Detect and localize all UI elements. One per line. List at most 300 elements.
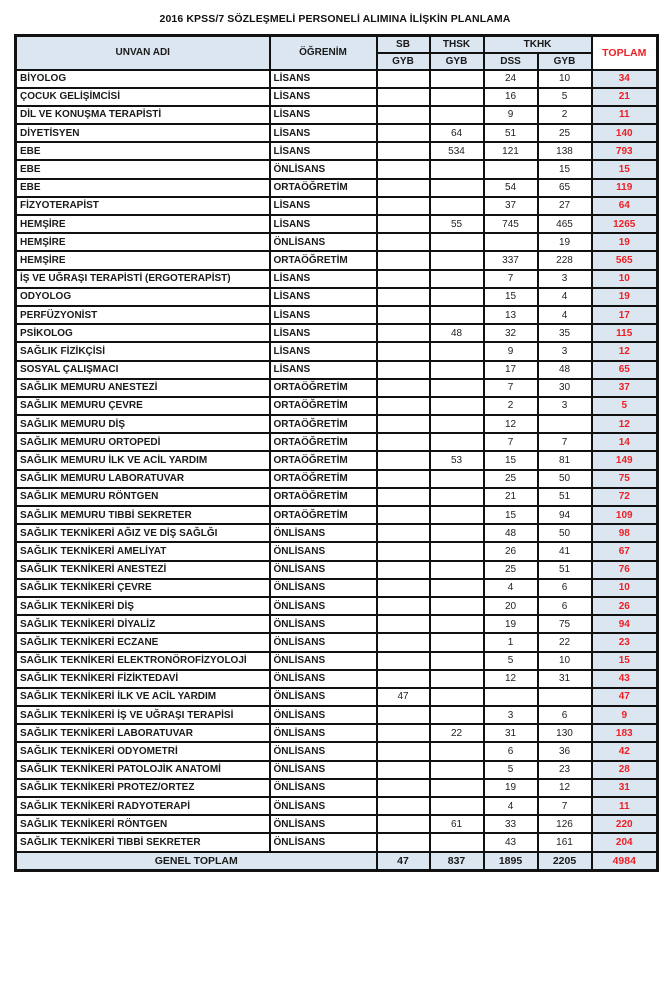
col-header-unvan-adi: UNVAN ADI [16, 36, 270, 70]
cell-toplam: 65 [592, 361, 658, 379]
table-row [16, 506, 658, 524]
cell-tkhk-dss: 4 [484, 797, 538, 815]
cell-tkhk-gyb: 15 [538, 160, 592, 178]
cell-tkhk-gyb: 51 [538, 561, 592, 579]
cell-ogrenim: LİSANS [270, 88, 377, 106]
cell-tkhk-dss: 7 [484, 379, 538, 397]
cell-toplam: 75 [592, 470, 658, 488]
cell-sb-gyb [377, 179, 430, 197]
cell-ogrenim: ÖNLİSANS [270, 652, 377, 670]
cell-thsk-gyb: 48 [430, 324, 484, 342]
cell-tkhk-gyb: 48 [538, 361, 592, 379]
cell-tkhk-dss: 24 [484, 70, 538, 88]
cell-thsk-gyb [430, 70, 484, 88]
cell-tkhk-gyb: 3 [538, 342, 592, 360]
cell-thsk-gyb [430, 233, 484, 251]
cell-sb-gyb [377, 561, 430, 579]
cell-tkhk-gyb: 65 [538, 179, 592, 197]
table-row [16, 579, 658, 597]
cell-unvan-adi: PERFÜZYONİST [16, 306, 270, 324]
cell-thsk-gyb [430, 106, 484, 124]
cell-toplam: 94 [592, 615, 658, 633]
cell-tkhk-dss: 16 [484, 88, 538, 106]
cell-sb-gyb [377, 706, 430, 724]
cell-thsk-gyb [430, 433, 484, 451]
cell-sb-gyb [377, 761, 430, 779]
cell-sb-gyb [377, 670, 430, 688]
cell-toplam: 76 [592, 561, 658, 579]
table-row [16, 160, 658, 178]
cell-toplam: 15 [592, 652, 658, 670]
cell-toplam: 47 [592, 688, 658, 706]
cell-tkhk-gyb: 4 [538, 288, 592, 306]
cell-toplam: 19 [592, 233, 658, 251]
cell-unvan-adi: SAĞLIK MEMURU ÇEVRE [16, 397, 270, 415]
cell-tkhk-gyb: 6 [538, 579, 592, 597]
cell-tkhk-dss: 37 [484, 197, 538, 215]
cell-tkhk-dss: 32 [484, 324, 538, 342]
grand-total-gyb: 2205 [538, 852, 592, 871]
cell-ogrenim: ÖNLİSANS [270, 542, 377, 560]
cell-unvan-adi: SAĞLIK MEMURU İLK VE ACİL YARDIM [16, 451, 270, 469]
table-row [16, 524, 658, 542]
cell-tkhk-dss: 43 [484, 833, 538, 851]
cell-unvan-adi: SAĞLIK TEKNİKERİ RÖNTGEN [16, 815, 270, 833]
cell-sb-gyb [377, 451, 430, 469]
cell-unvan-adi: SAĞLIK TEKNİKERİ İŞ VE UĞRAŞI TERAPİSİ [16, 706, 270, 724]
grand-total-label: GENEL TOPLAM [16, 852, 377, 871]
cell-tkhk-gyb: 50 [538, 524, 592, 542]
cell-toplam: 98 [592, 524, 658, 542]
cell-toplam: 11 [592, 797, 658, 815]
cell-thsk-gyb: 64 [430, 124, 484, 142]
cell-thsk-gyb [430, 470, 484, 488]
cell-tkhk-dss: 9 [484, 342, 538, 360]
cell-toplam: 17 [592, 306, 658, 324]
cell-thsk-gyb [430, 761, 484, 779]
cell-ogrenim: LİSANS [270, 342, 377, 360]
cell-ogrenim: ÖNLİSANS [270, 706, 377, 724]
cell-tkhk-gyb: 5 [538, 88, 592, 106]
cell-tkhk-gyb: 6 [538, 597, 592, 615]
cell-sb-gyb [377, 779, 430, 797]
cell-tkhk-dss [484, 688, 538, 706]
table-row [16, 433, 658, 451]
cell-unvan-adi: SAĞLIK TEKNİKERİ RADYOTERAPİ [16, 797, 270, 815]
cell-ogrenim: LİSANS [270, 106, 377, 124]
cell-toplam: 183 [592, 724, 658, 742]
cell-thsk-gyb [430, 88, 484, 106]
col-subheader-thsk-gyb: GYB [430, 53, 484, 70]
cell-toplam: 72 [592, 488, 658, 506]
cell-sb-gyb [377, 288, 430, 306]
cell-tkhk-gyb: 126 [538, 815, 592, 833]
cell-unvan-adi: SAĞLIK MEMURU ORTOPEDİ [16, 433, 270, 451]
cell-thsk-gyb [430, 833, 484, 851]
cell-sb-gyb [377, 233, 430, 251]
cell-thsk-gyb [430, 706, 484, 724]
cell-thsk-gyb [430, 342, 484, 360]
cell-sb-gyb [377, 88, 430, 106]
cell-ogrenim: ÖNLİSANS [270, 597, 377, 615]
cell-tkhk-dss: 6 [484, 742, 538, 760]
cell-tkhk-gyb: 228 [538, 251, 592, 269]
table-row [16, 633, 658, 651]
table-row [16, 615, 658, 633]
cell-unvan-adi: EBE [16, 160, 270, 178]
cell-sb-gyb [377, 324, 430, 342]
table-row [16, 142, 658, 160]
cell-unvan-adi: SAĞLIK MEMURU RÖNTGEN [16, 488, 270, 506]
table-row [16, 306, 658, 324]
cell-unvan-adi: SAĞLIK TEKNİKERİ DİYALİZ [16, 615, 270, 633]
cell-tkhk-dss: 25 [484, 470, 538, 488]
cell-toplam: 26 [592, 597, 658, 615]
table-row [16, 233, 658, 251]
cell-sb-gyb [377, 160, 430, 178]
table-row [16, 761, 658, 779]
cell-unvan-adi: SAĞLIK TEKNİKERİ ÇEVRE [16, 579, 270, 597]
cell-sb-gyb [377, 124, 430, 142]
cell-sb-gyb [377, 415, 430, 433]
cell-unvan-adi: PSİKOLOG [16, 324, 270, 342]
cell-ogrenim: ORTAÖĞRETİM [270, 451, 377, 469]
cell-ogrenim: ÖNLİSANS [270, 742, 377, 760]
table-row [16, 542, 658, 560]
cell-sb-gyb [377, 815, 430, 833]
cell-toplam: 11 [592, 106, 658, 124]
cell-tkhk-dss: 745 [484, 215, 538, 233]
cell-tkhk-gyb [538, 688, 592, 706]
cell-sb-gyb [377, 197, 430, 215]
cell-ogrenim: LİSANS [270, 288, 377, 306]
cell-tkhk-dss: 5 [484, 761, 538, 779]
cell-tkhk-gyb: 130 [538, 724, 592, 742]
table-row [16, 342, 658, 360]
cell-unvan-adi: SAĞLIK FİZİKÇİSİ [16, 342, 270, 360]
col-header-toplam: TOPLAM [592, 36, 658, 70]
cell-thsk-gyb [430, 652, 484, 670]
cell-sb-gyb [377, 306, 430, 324]
table-row [16, 106, 658, 124]
cell-toplam: 9 [592, 706, 658, 724]
cell-unvan-adi: HEMŞİRE [16, 215, 270, 233]
cell-thsk-gyb [430, 251, 484, 269]
table-row [16, 706, 658, 724]
cell-ogrenim: ÖNLİSANS [270, 761, 377, 779]
grand-total-row [16, 852, 658, 871]
cell-sb-gyb [377, 579, 430, 597]
cell-toplam: 31 [592, 779, 658, 797]
cell-toplam: 67 [592, 542, 658, 560]
cell-sb-gyb [377, 506, 430, 524]
planning-table [14, 34, 659, 872]
cell-ogrenim: ORTAÖĞRETİM [270, 397, 377, 415]
cell-ogrenim: ÖNLİSANS [270, 688, 377, 706]
cell-toplam: 10 [592, 579, 658, 597]
cell-unvan-adi: SAĞLIK MEMURU ANESTEZİ [16, 379, 270, 397]
cell-thsk-gyb [430, 742, 484, 760]
cell-sb-gyb [377, 524, 430, 542]
cell-tkhk-gyb: 10 [538, 652, 592, 670]
cell-tkhk-gyb: 161 [538, 833, 592, 851]
cell-tkhk-gyb: 4 [538, 306, 592, 324]
cell-sb-gyb [377, 106, 430, 124]
cell-unvan-adi: SAĞLIK MEMURU TIBBİ SEKRETER [16, 506, 270, 524]
cell-tkhk-dss: 3 [484, 706, 538, 724]
cell-tkhk-gyb: 94 [538, 506, 592, 524]
cell-thsk-gyb [430, 379, 484, 397]
cell-sb-gyb [377, 488, 430, 506]
cell-unvan-adi: ODYOLOG [16, 288, 270, 306]
cell-toplam: 34 [592, 70, 658, 88]
cell-thsk-gyb: 534 [430, 142, 484, 160]
cell-unvan-adi: SAĞLIK MEMURU DİŞ [16, 415, 270, 433]
cell-thsk-gyb [430, 179, 484, 197]
cell-tkhk-gyb: 31 [538, 670, 592, 688]
cell-tkhk-dss: 54 [484, 179, 538, 197]
cell-thsk-gyb [430, 688, 484, 706]
cell-sb-gyb [377, 833, 430, 851]
cell-toplam: 220 [592, 815, 658, 833]
cell-ogrenim: ÖNLİSANS [270, 160, 377, 178]
col-subheader-tkhk-dss: DSS [484, 53, 538, 70]
cell-tkhk-dss: 121 [484, 142, 538, 160]
cell-ogrenim: ORTAÖĞRETİM [270, 415, 377, 433]
cell-unvan-adi: EBE [16, 142, 270, 160]
grand-total-sb: 47 [377, 852, 430, 871]
table-row [16, 215, 658, 233]
cell-toplam: 1265 [592, 215, 658, 233]
cell-toplam: 793 [592, 142, 658, 160]
cell-tkhk-dss [484, 160, 538, 178]
table-row [16, 124, 658, 142]
cell-tkhk-dss: 25 [484, 561, 538, 579]
cell-toplam: 64 [592, 197, 658, 215]
cell-tkhk-dss: 12 [484, 415, 538, 433]
table-row [16, 324, 658, 342]
cell-unvan-adi: SAĞLIK TEKNİKERİ LABORATUVAR [16, 724, 270, 742]
cell-thsk-gyb [430, 615, 484, 633]
cell-tkhk-dss: 1 [484, 633, 538, 651]
cell-toplam: 37 [592, 379, 658, 397]
cell-tkhk-gyb: 12 [538, 779, 592, 797]
cell-toplam: 42 [592, 742, 658, 760]
cell-tkhk-gyb: 7 [538, 797, 592, 815]
col-header-tkhk: TKHK [484, 36, 592, 53]
cell-thsk-gyb [430, 288, 484, 306]
cell-tkhk-dss: 19 [484, 615, 538, 633]
cell-toplam: 12 [592, 415, 658, 433]
cell-tkhk-dss: 5 [484, 652, 538, 670]
cell-thsk-gyb [430, 361, 484, 379]
cell-tkhk-dss: 31 [484, 724, 538, 742]
cell-tkhk-gyb: 19 [538, 233, 592, 251]
cell-ogrenim: LİSANS [270, 124, 377, 142]
cell-tkhk-gyb: 22 [538, 633, 592, 651]
cell-sb-gyb [377, 433, 430, 451]
col-header-sb: SB [377, 36, 430, 53]
cell-tkhk-gyb [538, 415, 592, 433]
cell-unvan-adi: SAĞLIK TEKNİKERİ DİŞ [16, 597, 270, 615]
cell-ogrenim: ÖNLİSANS [270, 579, 377, 597]
table-row [16, 470, 658, 488]
cell-tkhk-gyb: 7 [538, 433, 592, 451]
cell-unvan-adi: SAĞLIK MEMURU LABORATUVAR [16, 470, 270, 488]
cell-unvan-adi: FİZYOTERAPİST [16, 197, 270, 215]
cell-unvan-adi: SAĞLIK TEKNİKERİ İLK VE ACİL YARDIM [16, 688, 270, 706]
cell-unvan-adi: HEMŞİRE [16, 251, 270, 269]
cell-toplam: 43 [592, 670, 658, 688]
cell-toplam: 565 [592, 251, 658, 269]
table-row [16, 779, 658, 797]
cell-toplam: 23 [592, 633, 658, 651]
cell-ogrenim: ÖNLİSANS [270, 815, 377, 833]
table-row [16, 288, 658, 306]
cell-unvan-adi: BİYOLOG [16, 70, 270, 88]
table-row [16, 415, 658, 433]
cell-sb-gyb [377, 215, 430, 233]
cell-sb-gyb [377, 251, 430, 269]
cell-toplam: 115 [592, 324, 658, 342]
cell-toplam: 10 [592, 270, 658, 288]
cell-tkhk-gyb: 10 [538, 70, 592, 88]
cell-toplam: 109 [592, 506, 658, 524]
cell-ogrenim: LİSANS [270, 306, 377, 324]
cell-tkhk-dss: 7 [484, 433, 538, 451]
cell-thsk-gyb [430, 561, 484, 579]
cell-ogrenim: ÖNLİSANS [270, 561, 377, 579]
cell-tkhk-dss: 51 [484, 124, 538, 142]
table-row [16, 397, 658, 415]
cell-ogrenim: LİSANS [270, 270, 377, 288]
cell-tkhk-dss: 337 [484, 251, 538, 269]
cell-tkhk-gyb: 3 [538, 397, 592, 415]
cell-tkhk-gyb: 6 [538, 706, 592, 724]
cell-tkhk-gyb: 41 [538, 542, 592, 560]
cell-sb-gyb [377, 361, 430, 379]
cell-tkhk-dss: 9 [484, 106, 538, 124]
cell-unvan-adi: SAĞLIK TEKNİKERİ ODYOMETRİ [16, 742, 270, 760]
cell-toplam: 119 [592, 179, 658, 197]
cell-tkhk-dss: 17 [484, 361, 538, 379]
cell-tkhk-gyb: 81 [538, 451, 592, 469]
cell-thsk-gyb [430, 488, 484, 506]
table-row [16, 251, 658, 269]
cell-thsk-gyb [430, 524, 484, 542]
cell-thsk-gyb [430, 597, 484, 615]
cell-ogrenim: ÖNLİSANS [270, 524, 377, 542]
cell-tkhk-gyb: 50 [538, 470, 592, 488]
cell-tkhk-gyb: 35 [538, 324, 592, 342]
cell-ogrenim: ÖNLİSANS [270, 724, 377, 742]
cell-ogrenim: ORTAÖĞRETİM [270, 379, 377, 397]
cell-ogrenim: LİSANS [270, 361, 377, 379]
col-header-ogrenim: ÖĞRENİM [270, 36, 377, 70]
cell-tkhk-gyb: 3 [538, 270, 592, 288]
cell-thsk-gyb [430, 797, 484, 815]
cell-unvan-adi: SAĞLIK TEKNİKERİ ECZANE [16, 633, 270, 651]
cell-tkhk-dss [484, 233, 538, 251]
cell-thsk-gyb: 55 [430, 215, 484, 233]
table-footer [16, 852, 658, 871]
cell-unvan-adi: HEMŞİRE [16, 233, 270, 251]
cell-thsk-gyb [430, 579, 484, 597]
table-row [16, 815, 658, 833]
cell-unvan-adi: SAĞLIK TEKNİKERİ FİZİKTEDAVİ [16, 670, 270, 688]
cell-toplam: 28 [592, 761, 658, 779]
table-row [16, 270, 658, 288]
cell-thsk-gyb [430, 542, 484, 560]
cell-thsk-gyb [430, 397, 484, 415]
cell-thsk-gyb [430, 306, 484, 324]
table-row [16, 652, 658, 670]
cell-toplam: 12 [592, 342, 658, 360]
cell-sb-gyb [377, 342, 430, 360]
table-row [16, 70, 658, 88]
cell-unvan-adi: SAĞLIK TEKNİKERİ AĞIZ VE DİŞ SAĞLĞI [16, 524, 270, 542]
grand-total-thsk: 837 [430, 852, 484, 871]
cell-tkhk-dss: 12 [484, 670, 538, 688]
cell-toplam: 5 [592, 397, 658, 415]
cell-thsk-gyb: 61 [430, 815, 484, 833]
cell-ogrenim: ORTAÖĞRETİM [270, 506, 377, 524]
cell-ogrenim: ÖNLİSANS [270, 633, 377, 651]
cell-unvan-adi: SAĞLIK TEKNİKERİ PATOLOJİK ANATOMİ [16, 761, 270, 779]
cell-tkhk-gyb: 23 [538, 761, 592, 779]
cell-thsk-gyb [430, 779, 484, 797]
cell-unvan-adi: DİYETİSYEN [16, 124, 270, 142]
cell-tkhk-dss: 15 [484, 451, 538, 469]
cell-sb-gyb [377, 70, 430, 88]
table-body [16, 70, 658, 852]
cell-tkhk-gyb: 465 [538, 215, 592, 233]
table-row [16, 742, 658, 760]
col-header-thsk: THSK [430, 36, 484, 53]
cell-unvan-adi: ÇOCUK GELİŞİMCİSİ [16, 88, 270, 106]
table-row [16, 179, 658, 197]
cell-tkhk-dss: 21 [484, 488, 538, 506]
cell-tkhk-gyb: 36 [538, 742, 592, 760]
cell-unvan-adi: SAĞLIK TEKNİKERİ ELEKTRONÖROFİZYOLOJİ [16, 652, 270, 670]
cell-unvan-adi: SAĞLIK TEKNİKERİ ANESTEZİ [16, 561, 270, 579]
cell-tkhk-gyb: 30 [538, 379, 592, 397]
cell-tkhk-dss: 15 [484, 506, 538, 524]
cell-sb-gyb [377, 270, 430, 288]
cell-toplam: 14 [592, 433, 658, 451]
cell-sb-gyb [377, 797, 430, 815]
cell-sb-gyb [377, 742, 430, 760]
table-row [16, 451, 658, 469]
cell-sb-gyb [377, 652, 430, 670]
cell-sb-gyb [377, 397, 430, 415]
cell-ogrenim: ORTAÖĞRETİM [270, 433, 377, 451]
cell-unvan-adi: EBE [16, 179, 270, 197]
cell-tkhk-dss: 4 [484, 579, 538, 597]
table-row [16, 488, 658, 506]
cell-toplam: 140 [592, 124, 658, 142]
cell-ogrenim: LİSANS [270, 142, 377, 160]
grand-total-toplam: 4984 [592, 852, 658, 871]
cell-tkhk-dss: 2 [484, 397, 538, 415]
header-row-1 [16, 36, 658, 53]
col-subheader-tkhk-gyb: GYB [538, 53, 592, 70]
cell-tkhk-dss: 48 [484, 524, 538, 542]
cell-thsk-gyb [430, 670, 484, 688]
cell-unvan-adi: İŞ VE UĞRAŞI TERAPİSTİ (ERGOTERAPİST) [16, 270, 270, 288]
cell-toplam: 19 [592, 288, 658, 306]
table-row [16, 561, 658, 579]
